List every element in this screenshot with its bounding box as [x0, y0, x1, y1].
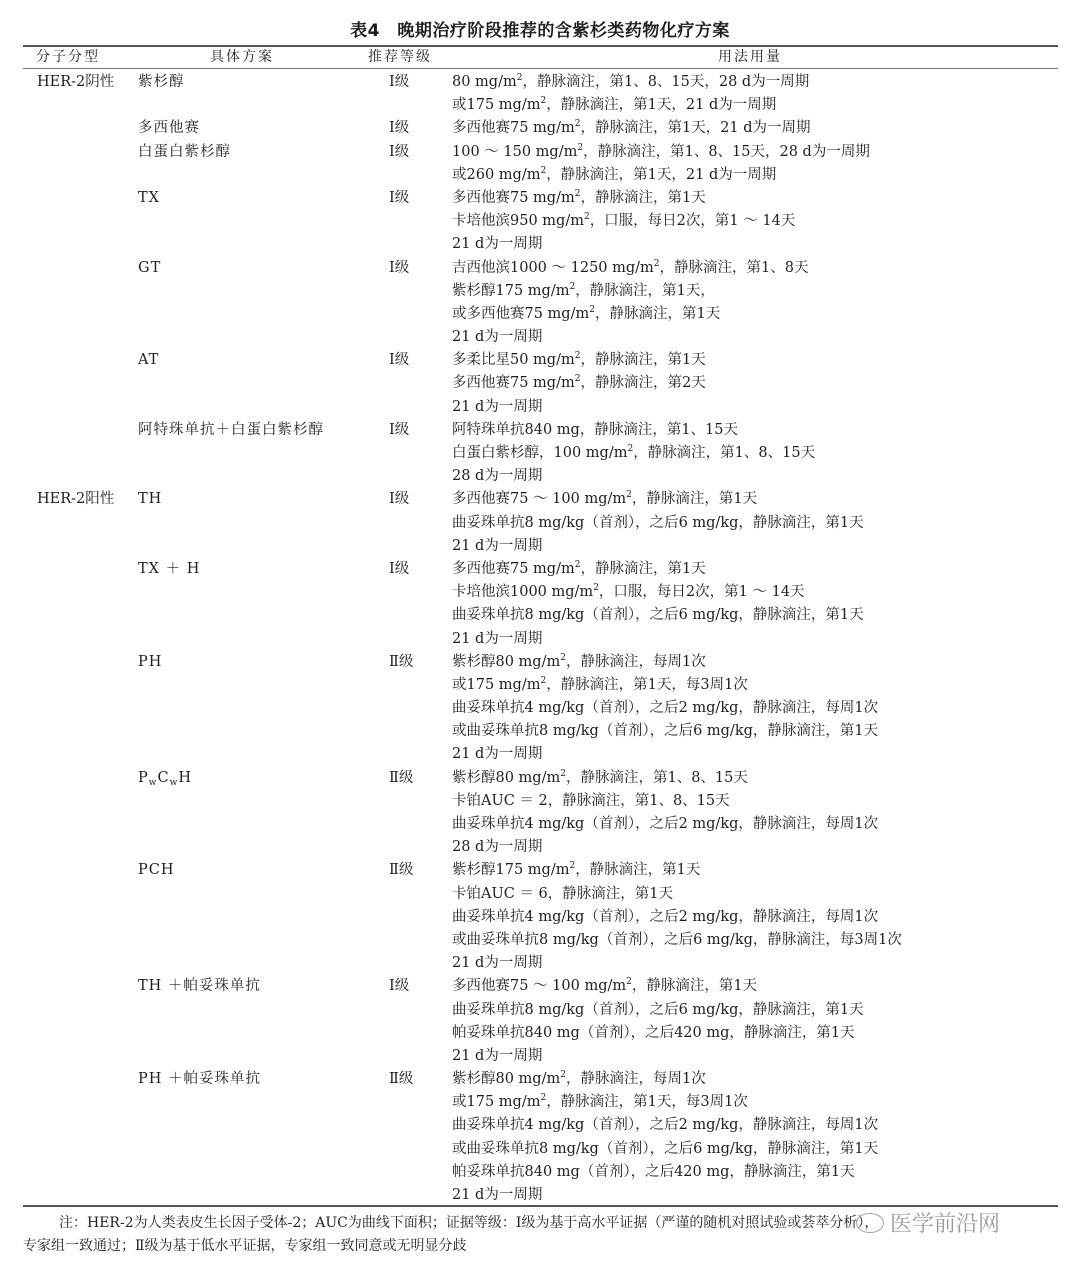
- cell-subtype: HER-2阳性: [37, 491, 115, 508]
- dosage-line: 80 $mg/m^2$，静脉滴注，第1、8、15天，28 d为一周期: [452, 73, 810, 90]
- watermark: [856, 1207, 1000, 1238]
- cell-scheme: 紫杉醇: [138, 74, 185, 90]
- cell-grade: Ⅰ级: [389, 978, 410, 995]
- table-row: [0, 349, 1080, 419]
- dosage-line: 或曲妥珠单抗8 mg/kg（首剂），之后6 mg/kg，静脉滴注，第1天: [452, 723, 879, 740]
- table-row: [0, 257, 1080, 350]
- cell-grade: Ⅱ级: [389, 769, 414, 786]
- cell-grade: Ⅱ级: [389, 862, 414, 879]
- cell-scheme: $P_wC_wH$: [138, 769, 192, 788]
- cell-dosage: [452, 558, 1080, 651]
- cell-grade: Ⅰ级: [389, 352, 410, 369]
- header-subtype: 分子分型: [36, 49, 100, 65]
- dosage-line: 21 d为一周期: [452, 955, 543, 972]
- dosage-line: 或175 $mg/m^2$，静脉滴注，第1天，每3周1次: [452, 1093, 748, 1111]
- table-body: [0, 71, 1080, 1207]
- dosage-line: 帕妥珠单抗840 mg（首剂），之后420 mg，静脉滴注，第1天: [452, 1024, 855, 1041]
- cell-grade: Ⅰ级: [389, 120, 410, 137]
- cell-grade: Ⅰ级: [389, 491, 410, 508]
- header-dosage: 用法用量: [718, 49, 782, 65]
- table-row: [0, 651, 1080, 767]
- cell-grade: Ⅱ级: [389, 653, 414, 670]
- dosage-line: 21 d为一周期: [452, 1047, 543, 1064]
- cell-grade: Ⅱ级: [389, 1071, 414, 1088]
- table-top-rule: [23, 45, 1058, 47]
- dosage-line: 21 d为一周期: [452, 537, 543, 554]
- dosage-line: 白蛋白紫杉醇，100 $mg/m^2$，静脉滴注，第1、8、15天: [452, 444, 816, 461]
- header-grade: 推荐等级: [368, 49, 432, 65]
- table-row: [0, 117, 1080, 140]
- cell-dosage: [452, 975, 1080, 1068]
- dosage-line: 帕妥珠单抗840 mg（首剂），之后420 mg，静脉滴注，第1天: [452, 1163, 855, 1180]
- table-row: [0, 488, 1080, 558]
- dosage-line: 曲妥珠单抗4 mg/kg（首剂），之后2 mg/kg，静脉滴注，每周1次: [452, 700, 879, 717]
- cell-grade: Ⅰ级: [389, 560, 410, 577]
- cell-grade: Ⅰ级: [389, 259, 410, 276]
- table-title: 表4 晚期治疗阶段推荐的含紫杉类药物化疗方案: [350, 21, 730, 41]
- dosage-line: 多西他赛75 $mg/m^2$，静脉滴注，第1天，21 d为一周期: [452, 119, 811, 137]
- dosage-line: 多西他赛75 ～ 100 $mg/m^2$，静脉滴注，第1天: [452, 490, 758, 508]
- dosage-line: 吉西他滨1000 ～ 1250 $mg/m^2$，静脉滴注，第1、8天: [452, 258, 809, 276]
- cell-grade: Ⅰ级: [389, 421, 410, 438]
- dosage-line: 21 d为一周期: [452, 329, 543, 346]
- cell-dosage: [452, 651, 1080, 767]
- table-row: [0, 187, 1080, 257]
- dosage-line: 或多西他赛75 $mg/m^2$，静脉滴注，第1天: [452, 304, 721, 322]
- dosage-line: 卡培他滨1000 $mg/m^2$，口服，每日2次，第1 ～ 14天: [452, 583, 805, 601]
- cell-grade: Ⅰ级: [389, 143, 410, 160]
- cell-dosage: [452, 1068, 1080, 1207]
- cell-scheme: 阿特珠单抗＋白蛋白紫杉醇: [138, 421, 324, 438]
- watermark-text: 医学前沿网: [890, 1212, 1001, 1237]
- cell-scheme: AT: [138, 352, 160, 369]
- dosage-line: 多西他赛75 ～ 100 $mg/m^2$，静脉滴注，第1天: [452, 977, 758, 995]
- cell-scheme: GT: [138, 259, 162, 276]
- cell-grade: Ⅰ级: [389, 189, 410, 206]
- dosage-line: 卡培他滨950 $mg/m^2$，口服，每日2次，第1 ～ 14天: [452, 212, 796, 230]
- table-row: [0, 419, 1080, 489]
- table-row: [0, 859, 1080, 975]
- dosage-line: 或260 $mg/m^2$，静脉滴注，第1天，21 d为一周期: [452, 165, 777, 183]
- cell-dosage: [452, 767, 1080, 860]
- cell-dosage: [452, 349, 1080, 419]
- dosage-line: 或曲妥珠单抗8 mg/kg（首剂），之后6 mg/kg，静脉滴注，每3周1次: [452, 931, 902, 948]
- table-header-rule: [23, 68, 1058, 69]
- dosage-line: 曲妥珠单抗8 mg/kg（首剂），之后6 mg/kg，静脉滴注，第1天: [452, 607, 864, 624]
- cell-dosage: [452, 141, 1080, 187]
- dosage-line: 紫杉醇175 $mg/m^2$，静脉滴注，第1天，: [452, 281, 715, 299]
- dosage-line: 曲妥珠单抗4 mg/kg（首剂），之后2 mg/kg，静脉滴注，每周1次: [452, 1117, 879, 1134]
- dosage-line: 28 d为一周期: [452, 468, 543, 485]
- cell-dosage: [452, 859, 1080, 975]
- dosage-line: 或175 $mg/m^2$，静脉滴注，第1天，每3周1次: [452, 675, 748, 693]
- dosage-line: 紫杉醇80 $mg/m^2$，静脉滴注，每周1次: [452, 1070, 706, 1088]
- cell-subtype: HER-2阴性: [37, 74, 115, 90]
- cell-scheme: TX ＋ H: [138, 560, 201, 577]
- dosage-line: 多西他赛75 $mg/m^2$，静脉滴注，第2天: [452, 374, 706, 392]
- dosage-line: 卡铂AUC ＝ 2，静脉滴注，第1、8、15天: [452, 792, 730, 809]
- dosage-line: 多西他赛75 $mg/m^2$，静脉滴注，第1天: [452, 559, 706, 577]
- cell-scheme: PCH: [138, 862, 175, 879]
- cell-dosage: [452, 419, 1080, 489]
- table-row: [0, 767, 1080, 860]
- cell-dosage: [452, 488, 1080, 558]
- dosage-line: 28 d为一周期: [452, 839, 543, 856]
- cell-dosage: [452, 71, 1080, 117]
- header-scheme: 具体方案: [210, 49, 274, 65]
- cell-scheme: PH ＋帕妥珠单抗: [138, 1071, 262, 1088]
- note-line-1: 注：HER-2为人类表皮生长因子受体-2；AUC为曲线下面积；证据等级：Ⅰ级为基于高水平证据（严谨的随机对照试验或荟萃分析），: [59, 1215, 879, 1231]
- dosage-line: 紫杉醇80 $mg/m^2$，静脉滴注，第1、8、15天: [452, 768, 748, 786]
- cell-grade: Ⅰ级: [389, 74, 410, 90]
- cell-scheme: TH ＋帕妥珠单抗: [138, 978, 261, 995]
- dosage-line: 100 ～ 150 $mg/m^2$，静脉滴注，第1、8、15天，28 d为一周期: [452, 142, 870, 160]
- cell-scheme: 多西他赛: [138, 120, 200, 137]
- chat-bubble-icon: [856, 1213, 884, 1233]
- dosage-line: 21 d为一周期: [452, 236, 543, 253]
- dosage-line: 21 d为一周期: [452, 746, 543, 763]
- table-row: [0, 71, 1080, 117]
- dosage-line: 阿特珠单抗840 mg，静脉滴注，第1、15天: [452, 421, 738, 438]
- dosage-line: 紫杉醇80 $mg/m^2$，静脉滴注，每周1次: [452, 652, 706, 670]
- dosage-line: 或曲妥珠单抗8 mg/kg（首剂），之后6 mg/kg，静脉滴注，第1天: [452, 1140, 879, 1157]
- cell-scheme: TH: [138, 491, 163, 508]
- dosage-line: 曲妥珠单抗8 mg/kg（首剂），之后6 mg/kg，静脉滴注，第1天: [452, 1001, 864, 1018]
- table-row: [0, 1068, 1080, 1207]
- dosage-line: 或175 $mg/m^2$，静脉滴注，第1天，21 d为一周期: [452, 96, 777, 114]
- table-row: [0, 975, 1080, 1068]
- cell-scheme: TX: [138, 189, 160, 206]
- cell-dosage: [452, 187, 1080, 257]
- dosage-line: 多柔比星50 $mg/m^2$，静脉滴注，第1天: [452, 351, 706, 369]
- table-row: [0, 558, 1080, 651]
- dosage-line: 曲妥珠单抗4 mg/kg（首剂），之后2 mg/kg，静脉滴注，每周1次: [452, 908, 879, 925]
- table-row: [0, 141, 1080, 187]
- dosage-line: 21 d为一周期: [452, 398, 543, 415]
- dosage-line: 21 d为一周期: [452, 630, 543, 647]
- cell-dosage: [452, 257, 1080, 350]
- dosage-line: 卡铂AUC ＝ 6，静脉滴注，第1天: [452, 885, 673, 902]
- dosage-line: 曲妥珠单抗4 mg/kg（首剂），之后2 mg/kg，静脉滴注，每周1次: [452, 816, 879, 832]
- dosage-line: 紫杉醇175 $mg/m^2$，静脉滴注，第1天: [452, 861, 701, 879]
- dosage-line: 曲妥珠单抗8 mg/kg（首剂），之后6 mg/kg，静脉滴注，第1天: [452, 514, 864, 531]
- note-line-2: 专家组一致通过；Ⅱ级为基于低水平证据，专家组一致同意或无明显分歧: [23, 1238, 467, 1254]
- cell-scheme: 白蛋白紫杉醇: [138, 143, 231, 160]
- dosage-line: 多西他赛75 $mg/m^2$，静脉滴注，第1天: [452, 188, 706, 206]
- cell-dosage: [452, 117, 1080, 140]
- dosage-line: 21 d为一周期: [452, 1187, 543, 1203]
- cell-scheme: PH: [138, 653, 163, 670]
